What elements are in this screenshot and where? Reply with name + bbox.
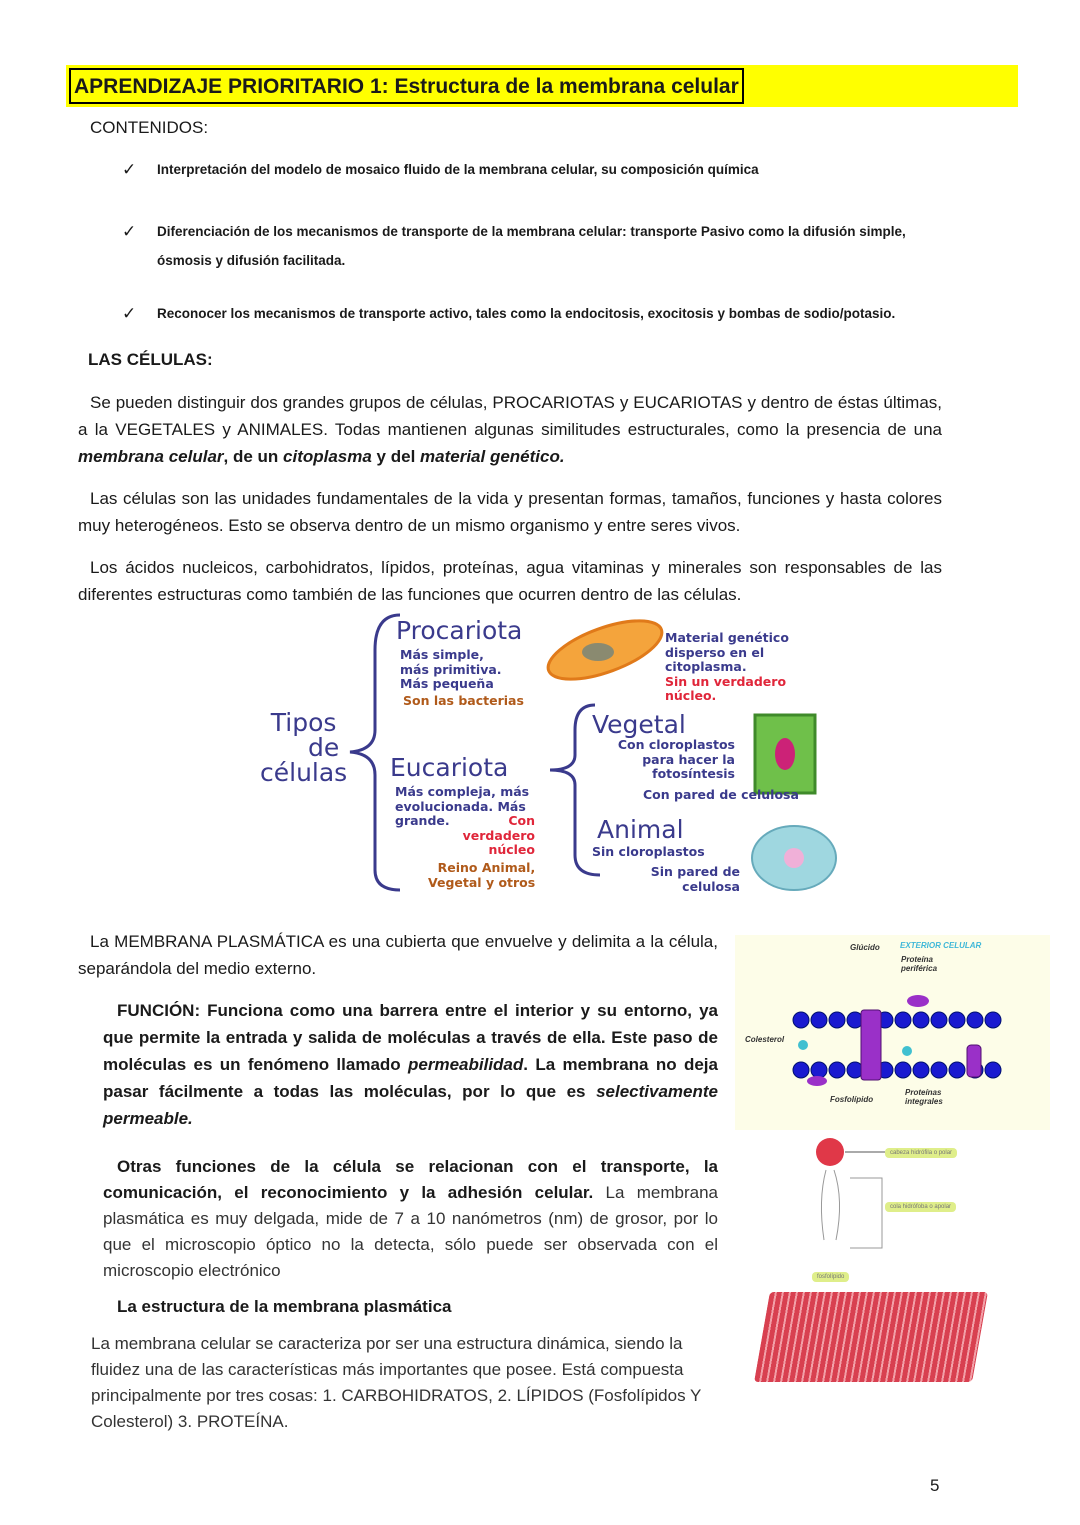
- content-item: Diferenciación de los mecanismos de transporte de la membrana celular: transporte Pasivo como la difusión simple, ósmosis y difusión facilitada.: [157, 224, 906, 268]
- page-title: APRENDIZAJE PRIORITARIO 1: Estructura de la membrana celular: [69, 68, 744, 104]
- membrane-bilayer-illustration: [735, 935, 1050, 1130]
- bilayer-illustration: [754, 1292, 988, 1382]
- structure-heading: La estructura de la membrana plasmática: [117, 1297, 452, 1316]
- paragraph: La MEMBRANA PLASMÁTICA es una cubierta que envuelve y delimita a la célula, separándola del medio externo.: [78, 932, 718, 978]
- check-icon: ✓: [122, 304, 137, 323]
- section-heading-cells: LAS CÉLULAS:: [88, 350, 213, 369]
- procariota-desc: Más simple, más primitiva. Más pequeña: [400, 647, 502, 691]
- check-icon: ✓: [122, 160, 137, 179]
- vegetal-title: Vegetal: [592, 710, 686, 739]
- cell-types-diagram: [240, 610, 850, 900]
- function-paragraph: FUNCIÓN: Funciona como una barrera entre el interior y su entorno, ya que permite la entrada y salida de moléculas a través de ella. Este paso de moléculas es un fenómeno llamado permeabilidad. La membrana no deja pasar fácilmente a todas las moléculas, por lo que es selectivamente permeable.: [103, 1001, 718, 1128]
- animal-desc: Sin cloroplastos: [592, 844, 705, 859]
- other-functions-paragraph: Otras funciones de la célula se relacionan con el transporte, la comunicación, el reconocimiento y la adhesión celular. La membrana plasmática es muy delgada, mide de 7 a 10 nanómetros (nm) de grosor, por lo que el microscopio óptico no la detecta, sólo puede ser observada con el microscopio electrónico: [103, 1157, 718, 1280]
- contents-label: CONTENIDOS:: [90, 118, 209, 137]
- procariota-example: Son las bacterias: [403, 693, 524, 708]
- procariota-note: Material genético disperso en el citoplasma. Sin un verdadero núcleo.: [665, 630, 789, 703]
- procariota-title: Procariota: [396, 616, 523, 645]
- check-icon: ✓: [122, 222, 137, 241]
- page-number: 5: [930, 1476, 940, 1495]
- vegetal-wall: Con pared de celulosa: [643, 787, 799, 802]
- paragraph: Las células son las unidades fundamentales de la vida y presentan formas, tamaños, funciones y hasta colores muy heterogéneos. Esto se observa dentro de un mismo organismo y entre seres vivos.: [78, 489, 942, 535]
- diagram-root: Tipos de células: [260, 708, 348, 787]
- vegetal-desc: Con cloroplastos para hacer la fotosíntesis: [617, 737, 735, 781]
- content-item: Interpretación del modelo de mosaico fluido de la membrana celular, su composición química: [157, 162, 759, 177]
- animal-wall: Sin pared de celulosa: [650, 864, 740, 894]
- title-banner: [66, 65, 1018, 107]
- content-item: Reconocer los mecanismos de transporte activo, tales como la endocitosis, exocitosis y bombas de sodio/potasio.: [157, 306, 896, 321]
- eucariota-desc: Más compleja, más evolucionada. Más grande.: [395, 784, 530, 828]
- paragraph: Se pueden distinguir dos grandes grupos de células, PROCARIOTAS y EUCARIOTAS y dentro de éstas últimas, a la VEGETALES y ANIMALES. Todas mantienen algunas similitudes estructurales, como la presencia de una membrana celular, de un citoplasma y del material genético.: [78, 393, 942, 466]
- phospholipid-figure: cabeza hidrófila o polar cola hidrófoba o apolar fosfolípido: [760, 1130, 990, 1290]
- animal-title: Animal: [597, 815, 684, 844]
- eucariota-example: Reino Animal, Vegetal y otros: [428, 860, 536, 890]
- structure-paragraph: La membrana celular se caracteriza por ser una estructura dinámica, siendo la fluidez una de las características más importantes que posee. Está compuesta principalmente por tres cosas: 1. CARBOHIDRATOS, 2. LÍPIDOS (Fosfolípidos Y Colesterol) 3. PROTEÍNA.: [91, 1334, 702, 1431]
- eucariota-title: Eucariota: [390, 753, 509, 782]
- eucariota-nucleus: Con verdadero núcleo: [462, 813, 535, 857]
- membrane-figure: Glúcido EXTERIOR CELULAR Proteína periférica Colesterol Fosfolípido Proteínas integrales: [735, 935, 1050, 1130]
- paragraph: Los ácidos nucleicos, carbohidratos, lípidos, proteínas, agua vitaminas y minerales son responsables de las diferentes estructuras como también de las funciones que ocurren dentro de las células.: [78, 558, 942, 604]
